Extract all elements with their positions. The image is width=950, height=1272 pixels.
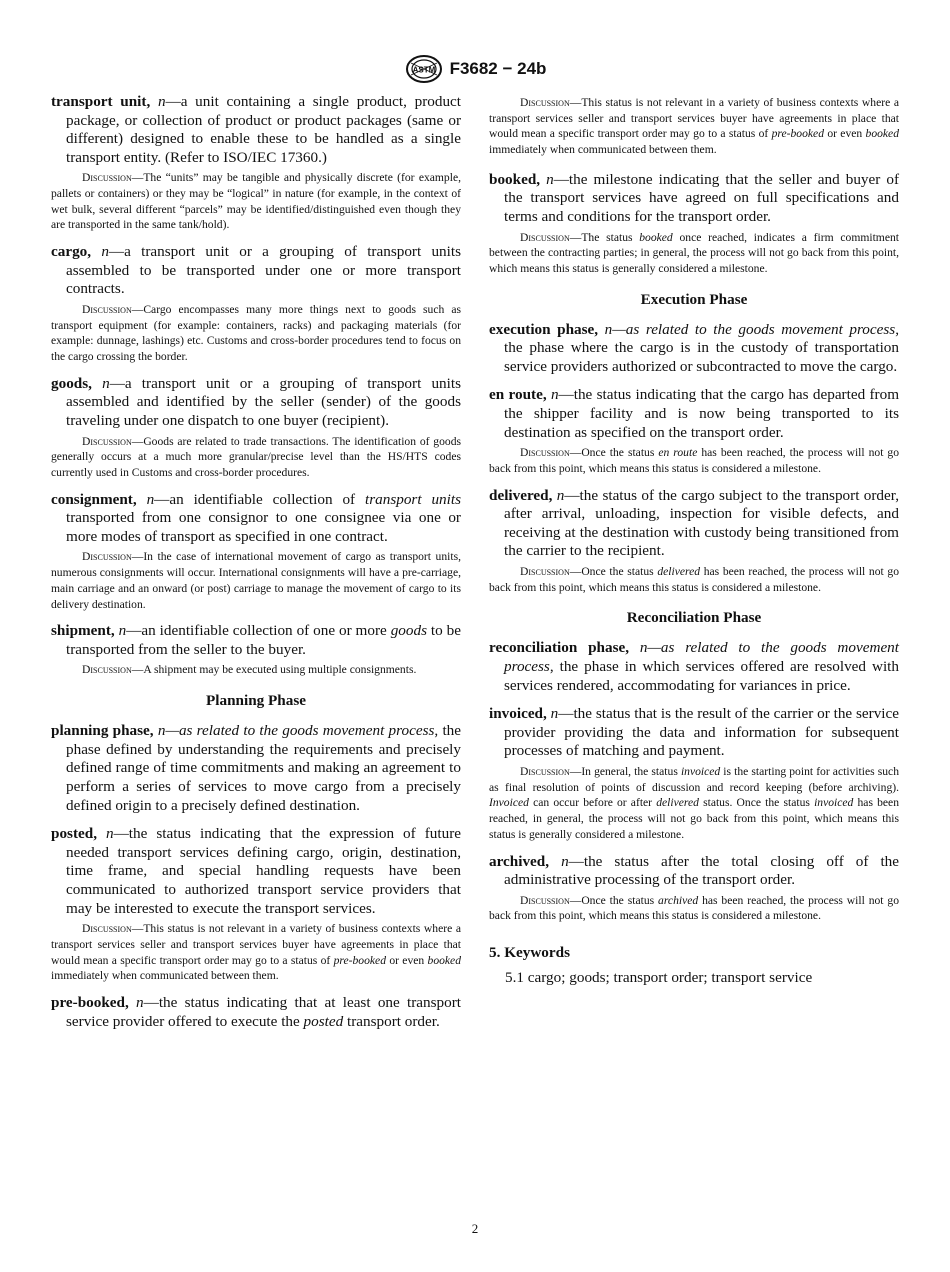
term: shipment,	[51, 622, 115, 640]
term: execution phase,	[489, 320, 599, 338]
definition-archived: archived, n—the status after the total closing off of the administrative processing of the transport order. Discussion—Once the status archived has been reached, the process will not go back from this point, which means this status is considered a milestone.	[489, 852, 900, 923]
definition-delivered: delivered, n—the status of the cargo subject to the transport order, after arrival, unloading, inspection for visible defects, and receiving at the destination with custody being transitioned from the carrier to the recipient. Discussion—Once the status delivered has been reached, the process will not go back from this point, which means this status is considered a milestone.	[489, 486, 900, 594]
definition-planning-phase: planning phase, n—as related to the goods movement process, the phase defined by understanding the requirements and precisely defined range of time commitments and making an agreement to perform a series of services to move cargo from a precisely defined origin to a precisely defined destination.	[51, 722, 461, 814]
term: en route,	[489, 386, 547, 404]
term: planning phase,	[51, 722, 154, 740]
definition-en-route: en route, n—the status indicating that the cargo has departed from the shipper facility and is now being transported to its destination as specified on the transport order. Discussion—Once the status en route has been reached, the process will not go back from this point, which means this status is considered a milestone.	[489, 386, 900, 475]
definition-pre-booked: pre-booked, n—the status indicating that at least one transport service provider offered to execute the posted transport order.	[51, 993, 461, 1030]
page-header	[0, 54, 950, 89]
keywords-text: 5.1 cargo; goods; transport order; transport service	[505, 969, 813, 987]
page-number: 2	[471, 1221, 479, 1236]
definition-invoiced: invoiced, n—the status that is the result of the carrier or the service provider providing the data and information for subsequent processes of matching and payment. Discussion—In general, the status invoiced is the starting point for activities such as final resolution of points of discussion and record keeping (before archiving). Invoiced can occur before or after delivered status. Once the status invoiced has been reached, in general, the process will not go back from this point, which means this status is generally considered a milestone.	[489, 705, 899, 841]
term: posted,	[51, 825, 97, 843]
planning-phase-heading: Planning Phase	[205, 692, 306, 710]
term: cargo,	[51, 243, 92, 261]
term: transport unit,	[51, 93, 151, 110]
discussion-pre-booked: Discussion—This status is not relevant in a variety of business contexts where a transport services seller and transport services buyer have agreements in place that would mean a specific transport order may go to a status of pre-booked or even booked immediately when communicated between them.	[489, 96, 899, 157]
term: consignment,	[51, 490, 137, 508]
definition-execution-phase: execution phase, n—as related to the goods movement process, the phase where the cargo is in the custody of transportation service providers authorized or subcontracted to move the cargo.	[489, 320, 900, 375]
definition-consignment: consignment, n—an identifiable collection of transport units transported from one consignor to one consignee via one or more modes of transport as specified in one contract. Discussion—In the case of international movement of cargo as transport units, numerous consignments will occur. International consignments will have a pre-carriage, main carriage and an onward (or post) carriage to manage the movement of cargo to its delivery destination.	[51, 490, 461, 611]
term: booked,	[489, 170, 541, 188]
definition-goods: goods, n—a transport unit or a grouping of transport units assembled and identified by the seller (sender) of the goods traveling under one dispatch to one buyer (recipient). Discussion—Goods are related to trade transactions. The identification of goods generally occurs at a much more granular/precise level than the HS/HTS codes currently used in Customs and cross-border procedures.	[51, 374, 461, 479]
term: goods,	[51, 374, 92, 392]
right-column	[489, 93, 899, 987]
execution-phase-heading: Execution Phase	[640, 290, 748, 308]
term: invoiced,	[489, 705, 547, 723]
astm-logo-icon	[404, 54, 444, 84]
definition-transport-unit: transport unit, n—a unit containing a single product, product package, or collection of product or product packages (same or different) designed to enable these to be handled as a single transport entity. (Refer to ISO/IEC 17360.) Discussion—The “units” may be tangible and physically discrete (for example, pallets or containers) or they may be “logical” in nature (for example, in the context of wet bulk, several different “parcels” may be identified/distinguished even though they are transported in the same tank/hold).	[51, 93, 462, 232]
definition-posted: posted, n—the status indicating that the expression of future needed transport services defining cargo, origin, destination, time frame, and special handling requests have been communicated to authorized transport service providers that may be interested to execute the transport services. Discussion—This status is not relevant in a variety of business contexts where a transport services seller and transport services buyer have agreements in place that would mean a specific transport order may go to a status of pre-booked or even booked immediately when communicated between them.	[51, 825, 461, 983]
svg-text:ASTM: ASTM	[412, 65, 435, 75]
definition-booked: booked, n—the milestone indicating that the seller and buyer of the transport services have agreed on full specifications and terms and conditions for the transport order. Discussion—The status booked once reached, indicates a firm commitment between the contracting parties; in general, the process will not go back from this point, which means this status is generally considered a milestone.	[489, 170, 899, 275]
term: pre-booked,	[51, 993, 129, 1011]
keywords-heading: 5. Keywords	[489, 944, 570, 962]
term: reconciliation phase,	[489, 639, 630, 657]
definition-shipment: shipment, n—an identifiable collection of one or more goods to be transported from the seller to the buyer. Discussion—A shipment may be executed using multiple consignments.	[51, 622, 461, 677]
term: delivered,	[489, 486, 553, 504]
reconciliation-phase-heading: Reconciliation Phase	[626, 609, 762, 627]
document-designation: F3682 − 24b	[449, 59, 547, 78]
left-column	[51, 93, 461, 1031]
definition-reconciliation-phase: reconciliation phase, n—as related to the goods movement process, the phase in which services offered are resolved with services rendered, accommodating for variances in price.	[489, 639, 899, 694]
term: archived,	[489, 852, 550, 870]
definition-cargo: cargo, n—a transport unit or a grouping of transport units assembled to be transported under one or more transport contracts. Discussion—Cargo encompasses many more things next to goods such as transport equipment (for example: containers, racks) and packaging materials (for example: dunnage, lashings) etc. Customs and cross-border procedures tend to focus on the cargo crossing the border.	[51, 243, 461, 364]
